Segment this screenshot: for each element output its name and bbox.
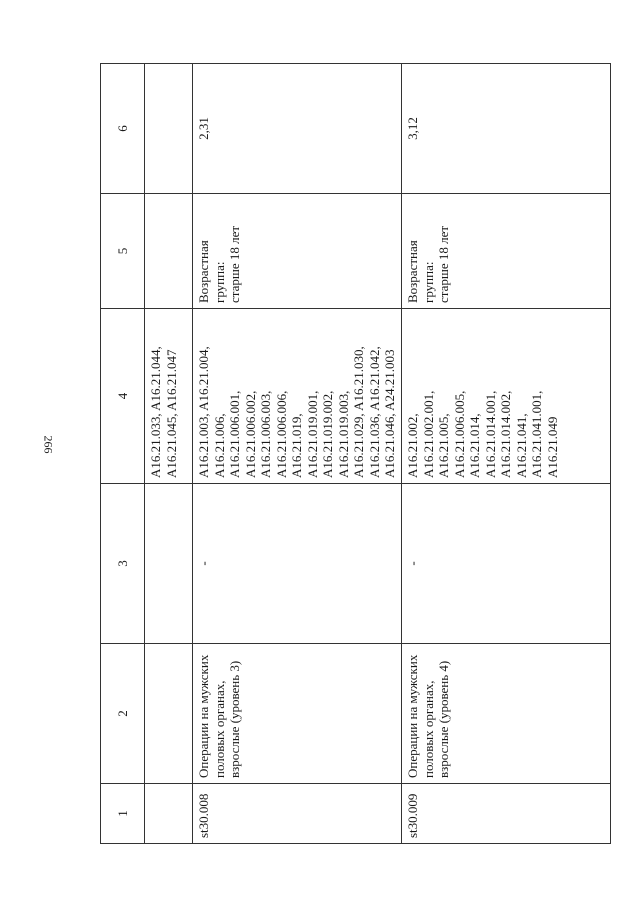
row-codes <box>193 309 402 484</box>
continuation-row <box>145 64 193 844</box>
table-row <box>193 64 402 844</box>
code-line: A16.21.006.005, <box>451 390 467 478</box>
name-line: взрослые (уровень 3) <box>227 660 242 778</box>
name-line: половых органах, <box>420 680 436 778</box>
row-criteria <box>193 194 402 309</box>
row-code: st30.009 <box>402 784 611 844</box>
header-cell-2: 2 <box>101 644 145 784</box>
code-line: A16.21.041, <box>513 413 529 478</box>
header-cell-4: 4 <box>101 309 145 484</box>
header-row <box>101 64 145 844</box>
row-name <box>402 644 611 784</box>
code-line: A16.21.014.002, <box>498 390 513 478</box>
code-line: A16.21.014.001, <box>482 390 498 478</box>
cont-name <box>145 644 193 784</box>
cont-criteria <box>145 194 193 309</box>
name-line: Операции на мужских <box>196 654 211 778</box>
tariff-table <box>100 63 611 844</box>
code-line: A16.21.006.001, <box>227 390 242 478</box>
row-col3: - <box>402 484 611 644</box>
criteria-line: старше 18 лет <box>227 225 242 303</box>
row-name <box>193 644 402 784</box>
criteria-line: Возрастная <box>405 240 420 303</box>
code-line: A16.21.014, <box>467 413 482 478</box>
criteria-line: группа: <box>420 261 436 303</box>
criteria-line: группа: <box>211 261 227 303</box>
code-line: A16.21.046, A24.21.003 <box>382 349 397 478</box>
code-line: A16.21.033, A16.21.044, <box>148 346 163 478</box>
name-line: половых органах, <box>211 680 227 778</box>
code-line: A16.21.006.006, <box>273 390 289 478</box>
code-line: A16.21.019.002, <box>320 390 335 478</box>
code-line: A16.21.005, <box>436 413 451 478</box>
code-line: A16.21.006.002, <box>242 390 258 478</box>
code-line: A16.21.036, A16.21.042, <box>366 346 382 478</box>
code-line: A16.21.006, <box>211 413 227 478</box>
row-coefficient: 3,12 <box>402 64 611 194</box>
header-cell-1: 1 <box>101 784 145 844</box>
code-line: A16.21.049 <box>544 416 560 478</box>
code-line: A16.21.029, A16.21.030, <box>351 346 366 478</box>
code-line: A16.21.019.003, <box>335 390 351 478</box>
header-cell-5: 5 <box>101 194 145 309</box>
name-line: Операции на мужских <box>405 654 420 778</box>
row-criteria <box>402 194 611 309</box>
header-cell-3: 3 <box>101 484 145 644</box>
row-coefficient: 2,31 <box>193 64 402 194</box>
code-line: A16.21.003, A16.21.004, <box>196 346 211 478</box>
name-line: взрослые (уровень 4) <box>436 660 451 778</box>
code-line: A16.21.002, <box>405 413 420 478</box>
code-line: A16.21.041.001, <box>529 390 544 478</box>
page-number: 266 <box>41 435 56 454</box>
code-line: A16.21.006.003, <box>258 390 273 478</box>
code-line: A16.21.045, A16.21.047 <box>163 349 179 478</box>
code-line: A16.21.019, <box>289 413 304 478</box>
table-row <box>402 64 611 844</box>
code-line: A16.21.019.001, <box>304 390 320 478</box>
row-col3: - <box>193 484 402 644</box>
header-cell-6: 6 <box>101 64 145 194</box>
row-code: st30.008 <box>193 784 402 844</box>
code-line: A16.21.002.001, <box>420 390 436 478</box>
rotated-table-container <box>100 64 610 844</box>
cont-codes <box>145 309 193 484</box>
criteria-line: старше 18 лет <box>436 225 451 303</box>
cont-code <box>145 784 193 844</box>
cont-col3 <box>145 484 193 644</box>
cont-coef <box>145 64 193 194</box>
row-codes <box>402 309 611 484</box>
criteria-line: Возрастная <box>196 240 211 303</box>
